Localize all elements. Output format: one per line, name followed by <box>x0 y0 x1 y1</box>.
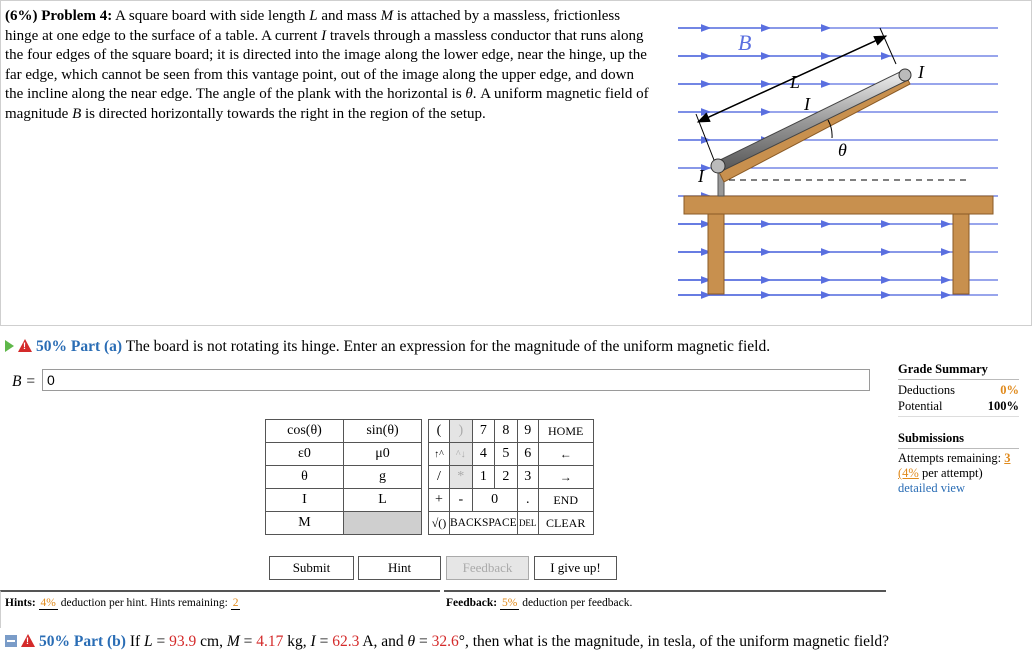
problem-var-L: L <box>309 8 318 24</box>
key-g[interactable]: g <box>344 466 422 489</box>
potential-label: Potential <box>898 399 943 413</box>
attempts-label: Attempts remaining: <box>898 451 1002 465</box>
key-cos-theta[interactable]: cos(θ) <box>266 420 344 443</box>
problem-var-I: I <box>321 27 327 44</box>
per-attempt-text: per attempt) <box>921 466 983 480</box>
hint-button[interactable]: Hint <box>358 556 441 580</box>
feedback-bar <box>444 590 886 628</box>
key-I[interactable]: I <box>266 489 344 512</box>
end-ball <box>899 69 911 81</box>
hints-pct: 4% <box>40 597 56 609</box>
problem-weight: (6%) <box>5 8 38 24</box>
part-a-question: The board is not rotating its hinge. Enter an expression for the magnitude of the uniform magnetic field. <box>125 338 771 355</box>
problem-text-seg: is directed horizontally towards the right in the region of the setup. <box>81 105 486 122</box>
key-1[interactable]: 1 <box>472 466 495 489</box>
key-9[interactable]: 9 <box>517 420 538 443</box>
key-left-arrow[interactable]: ← <box>538 443 593 466</box>
key-sin-theta[interactable]: sin(θ) <box>344 420 422 443</box>
give-up-button[interactable]: I give up! <box>534 556 617 580</box>
problem-text-seg: is attached by a massless, frictionless hinge at one edge to the surface of a table. A current <box>5 8 621 44</box>
deductions-label: Deductions <box>898 383 955 397</box>
equation-keypad <box>265 419 594 535</box>
problem-text-seg: . A uniform magnetic field of magnitude <box>5 86 649 122</box>
problem-statement <box>5 7 655 124</box>
hints-text: deduction per hint. Hints remaining: <box>60 597 228 609</box>
submissions-title: Submissions <box>898 431 1019 449</box>
key-0[interactable]: 0 <box>472 489 517 512</box>
collapse-icon[interactable] <box>5 635 17 647</box>
part-b-percent: 50% Part (b) <box>39 633 126 650</box>
key-5[interactable]: 5 <box>495 443 518 466</box>
part-b-L-value: 93.9 <box>169 633 197 650</box>
hints-bar <box>0 590 440 628</box>
current-label-mid: I <box>804 94 810 114</box>
key-2[interactable]: 2 <box>495 466 518 489</box>
key-M[interactable]: M <box>266 512 344 535</box>
current-label-top: I <box>918 62 924 82</box>
key-8[interactable]: 8 <box>495 420 518 443</box>
part-b-I-name: I <box>310 633 316 650</box>
part-b-theta-unit: °, then what is the magnitude, in tesla, of the uniform magnetic field? <box>458 633 889 650</box>
part-b-I-unit: A, and <box>362 633 404 650</box>
deductions-value: 0% <box>1000 383 1019 397</box>
problem-var-theta: θ <box>465 86 473 102</box>
hinge-ball <box>711 159 725 173</box>
part-a-header <box>5 338 770 356</box>
part-b-L-unit: cm, <box>200 633 223 650</box>
length-label-L: L <box>790 72 801 92</box>
key-6[interactable]: 6 <box>517 443 538 466</box>
key-clear[interactable]: CLEAR <box>538 512 593 535</box>
key-backspace[interactable]: BACKSPACE <box>450 512 518 535</box>
warning-icon <box>21 634 35 647</box>
field-label-B: B <box>738 30 752 55</box>
key-open-paren[interactable]: ( <box>429 420 450 443</box>
part-b-theta-name: θ <box>407 633 416 650</box>
attempts-value: 3 <box>1004 451 1011 465</box>
feedback-label: Feedback: <box>446 597 498 609</box>
detailed-view-link[interactable]: detailed view <box>898 481 965 495</box>
key-end[interactable]: END <box>538 489 593 512</box>
problem-label: Problem 4: <box>41 8 113 24</box>
setup-figure <box>678 10 1003 310</box>
key-empty <box>344 512 422 535</box>
key-mu0[interactable]: μ0 <box>344 443 422 466</box>
problem-var-M: M <box>380 8 394 24</box>
key-4[interactable]: 4 <box>472 443 495 466</box>
answer-input[interactable] <box>42 369 870 391</box>
part-a-percent: 50% Part (a) <box>36 338 123 355</box>
key-3[interactable]: 3 <box>517 466 538 489</box>
key-divide[interactable]: / <box>429 466 450 489</box>
key-right-arrow[interactable]: → <box>538 466 593 489</box>
key-epsilon0[interactable]: ε0 <box>266 443 344 466</box>
key-del[interactable]: DEL <box>517 512 538 535</box>
submit-button[interactable]: Submit <box>269 556 354 580</box>
key-7[interactable]: 7 <box>472 420 495 443</box>
key-close-paren: ) <box>450 420 473 443</box>
current-label-left: I <box>698 166 704 186</box>
conductor-rod <box>716 70 908 172</box>
part-b-M-value: 4.17 <box>256 633 284 650</box>
feedback-button: Feedback <box>446 556 529 580</box>
per-attempt-pct: (4% <box>898 466 919 480</box>
feedback-pct: 5% <box>501 597 518 609</box>
potential-value: 100% <box>987 399 1019 413</box>
key-L[interactable]: L <box>344 489 422 512</box>
hints-label: Hints: <box>5 597 36 609</box>
part-b-prefix: If <box>129 633 141 650</box>
key-superscript-down: ^↓ <box>450 443 473 466</box>
problem-text-seg: A square board with side length <box>115 8 310 24</box>
key-decimal[interactable]: . <box>517 489 538 512</box>
problem-text-seg: and mass <box>317 8 381 24</box>
part-b-M-unit: kg, <box>287 633 307 650</box>
key-home[interactable]: HOME <box>538 420 593 443</box>
grade-summary <box>898 362 1019 496</box>
expand-arrow-icon[interactable] <box>5 340 14 352</box>
key-superscript-up[interactable]: ↑^ <box>429 443 450 466</box>
key-minus[interactable]: - <box>450 489 473 512</box>
table <box>684 196 993 294</box>
feedback-text: deduction per feedback. <box>522 597 633 609</box>
key-plus[interactable]: + <box>429 489 450 512</box>
part-b-L-name: L <box>144 633 153 650</box>
part-b-I-value: 62.3 <box>332 633 360 650</box>
part-b-header: !50% Part (b) If L = 93.9 cm, M = 4.17 kg, I = 62.3 A, and θ = 32.6°, then what is the magnitude, in tesla, of the uniform magnetic field? <box>5 633 889 651</box>
part-b-theta-value: 32.6 <box>431 633 459 650</box>
part-b-M-name: M <box>226 633 240 650</box>
angle-label-theta: θ <box>838 140 847 160</box>
warning-icon <box>18 339 32 352</box>
hints-remaining: 2 <box>232 597 239 609</box>
key-sqrt[interactable]: √() <box>429 512 450 535</box>
key-theta[interactable]: θ <box>266 466 344 489</box>
key-multiply: * <box>450 466 473 489</box>
answer-variable-label: B = <box>12 373 36 390</box>
problem-var-B: B <box>72 105 82 122</box>
problem-text-seg: travels through a massless conductor that runs along the four edges of the square board; it is directed into the image along the lower edge, near the hinge, up the far edge, which cannot be seen from this vantage point, out of the image along the upper edge, and down the incline along the near edge. The angle of the plank with the horizontal is <box>5 27 647 102</box>
grade-summary-title: Grade Summary <box>898 362 1019 380</box>
